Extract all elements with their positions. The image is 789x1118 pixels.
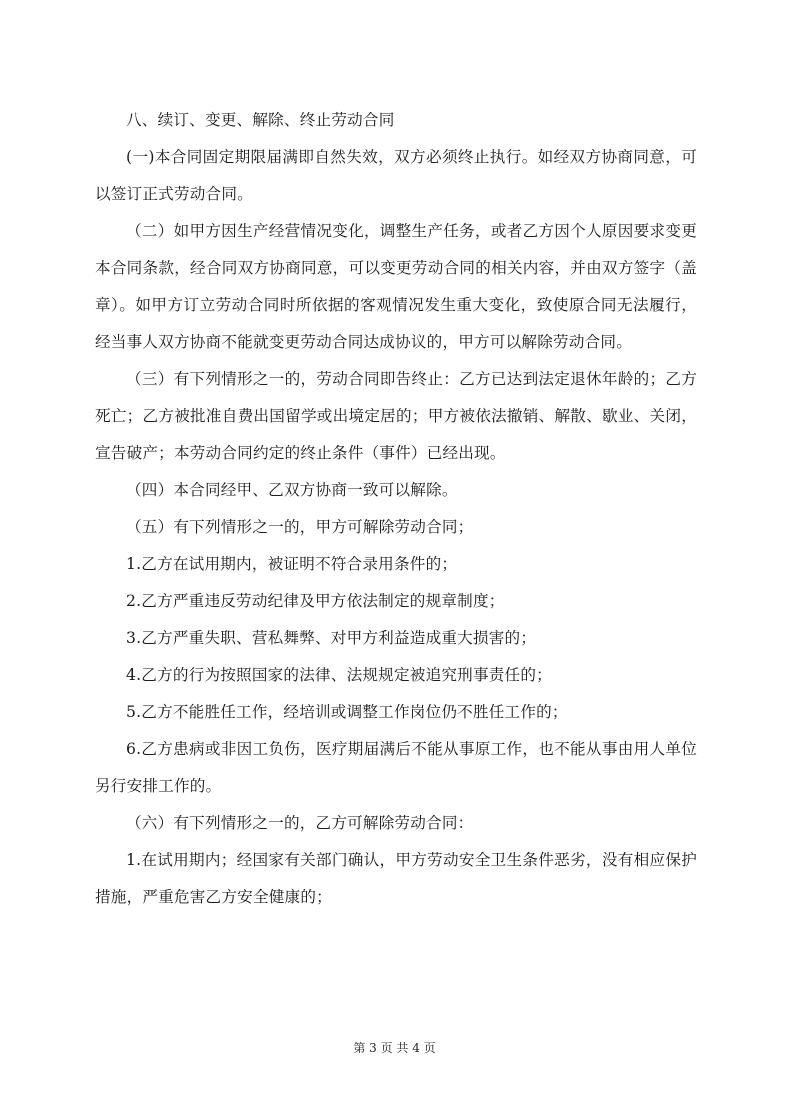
paragraph-2: （二）如甲方因生产经营情况变化，调整生产任务，或者乙方因个人原因要求变更本合同条款，经合同双方协商同意，可以变更劳动合同的相关内容，并由双方签字（盖章）。如甲方订立劳动合同时所依据的客观情况发生重大变化，致使原合同无法履行，经当事人双方协商不能就变更劳动合同达成协议的，甲方可以解除劳动合同。: [95, 222, 697, 351]
list-item-7: 1.在试用期内；经国家有关部门确认，甲方劳动安全卫生条件恶劣，没有相应保护措施，严重危害乙方安全健康的；: [95, 851, 697, 906]
paragraph-4: （四）本合同经甲、乙双方协商一致可以解除。: [126, 481, 458, 499]
list-item-5: 5.乙方不能胜任工作，经培训或调整工作岗位仍不胜任工作的；: [126, 703, 568, 721]
section-heading: 八、续订、变更、解除、终止劳动合同: [126, 111, 395, 129]
list-item-4: 4.乙方的行为按照国家的法律、法规规定被追究刑事责任的；: [126, 666, 552, 684]
paragraph-1: (一)本合同固定期限届满即自然失效，双方必须终止执行。如经双方协商同意，可以签订正式劳动合同。: [95, 148, 697, 203]
paragraph-3: （三）有下列情形之一的，劳动合同即告终止：乙方已达到法定退休年龄的；乙方死亡；乙方被批准自费出国留学或出境定居的；甲方被依法撤销、解散、歇业、关闭，宣告破产；本劳动合同约定的终止条件（事件）已经出现。: [95, 370, 697, 462]
list-item-2: 2.乙方严重违反劳动纪律及甲方依法制定的规章制度；: [126, 592, 505, 610]
list-item-3: 3.乙方严重失职、营私舞弊、对甲方利益造成重大损害的；: [126, 629, 537, 647]
document-body: [95, 102, 697, 916]
list-item-6: 6.乙方患病或非因工负伤，医疗期届满后不能从事原工作，也不能从事由用人单位另行安排工作的。: [95, 740, 697, 795]
page-footer: 第 3 页 共 4 页: [353, 1041, 436, 1055]
list-item-1: 1.乙方在试用期内，被证明不符合录用条件的；: [126, 555, 458, 573]
paragraph-6: （六）有下列情形之一的，乙方可解除劳动合同：: [126, 814, 474, 832]
paragraph-5: （五）有下列情形之一的，甲方可解除劳动合同；: [126, 518, 474, 536]
